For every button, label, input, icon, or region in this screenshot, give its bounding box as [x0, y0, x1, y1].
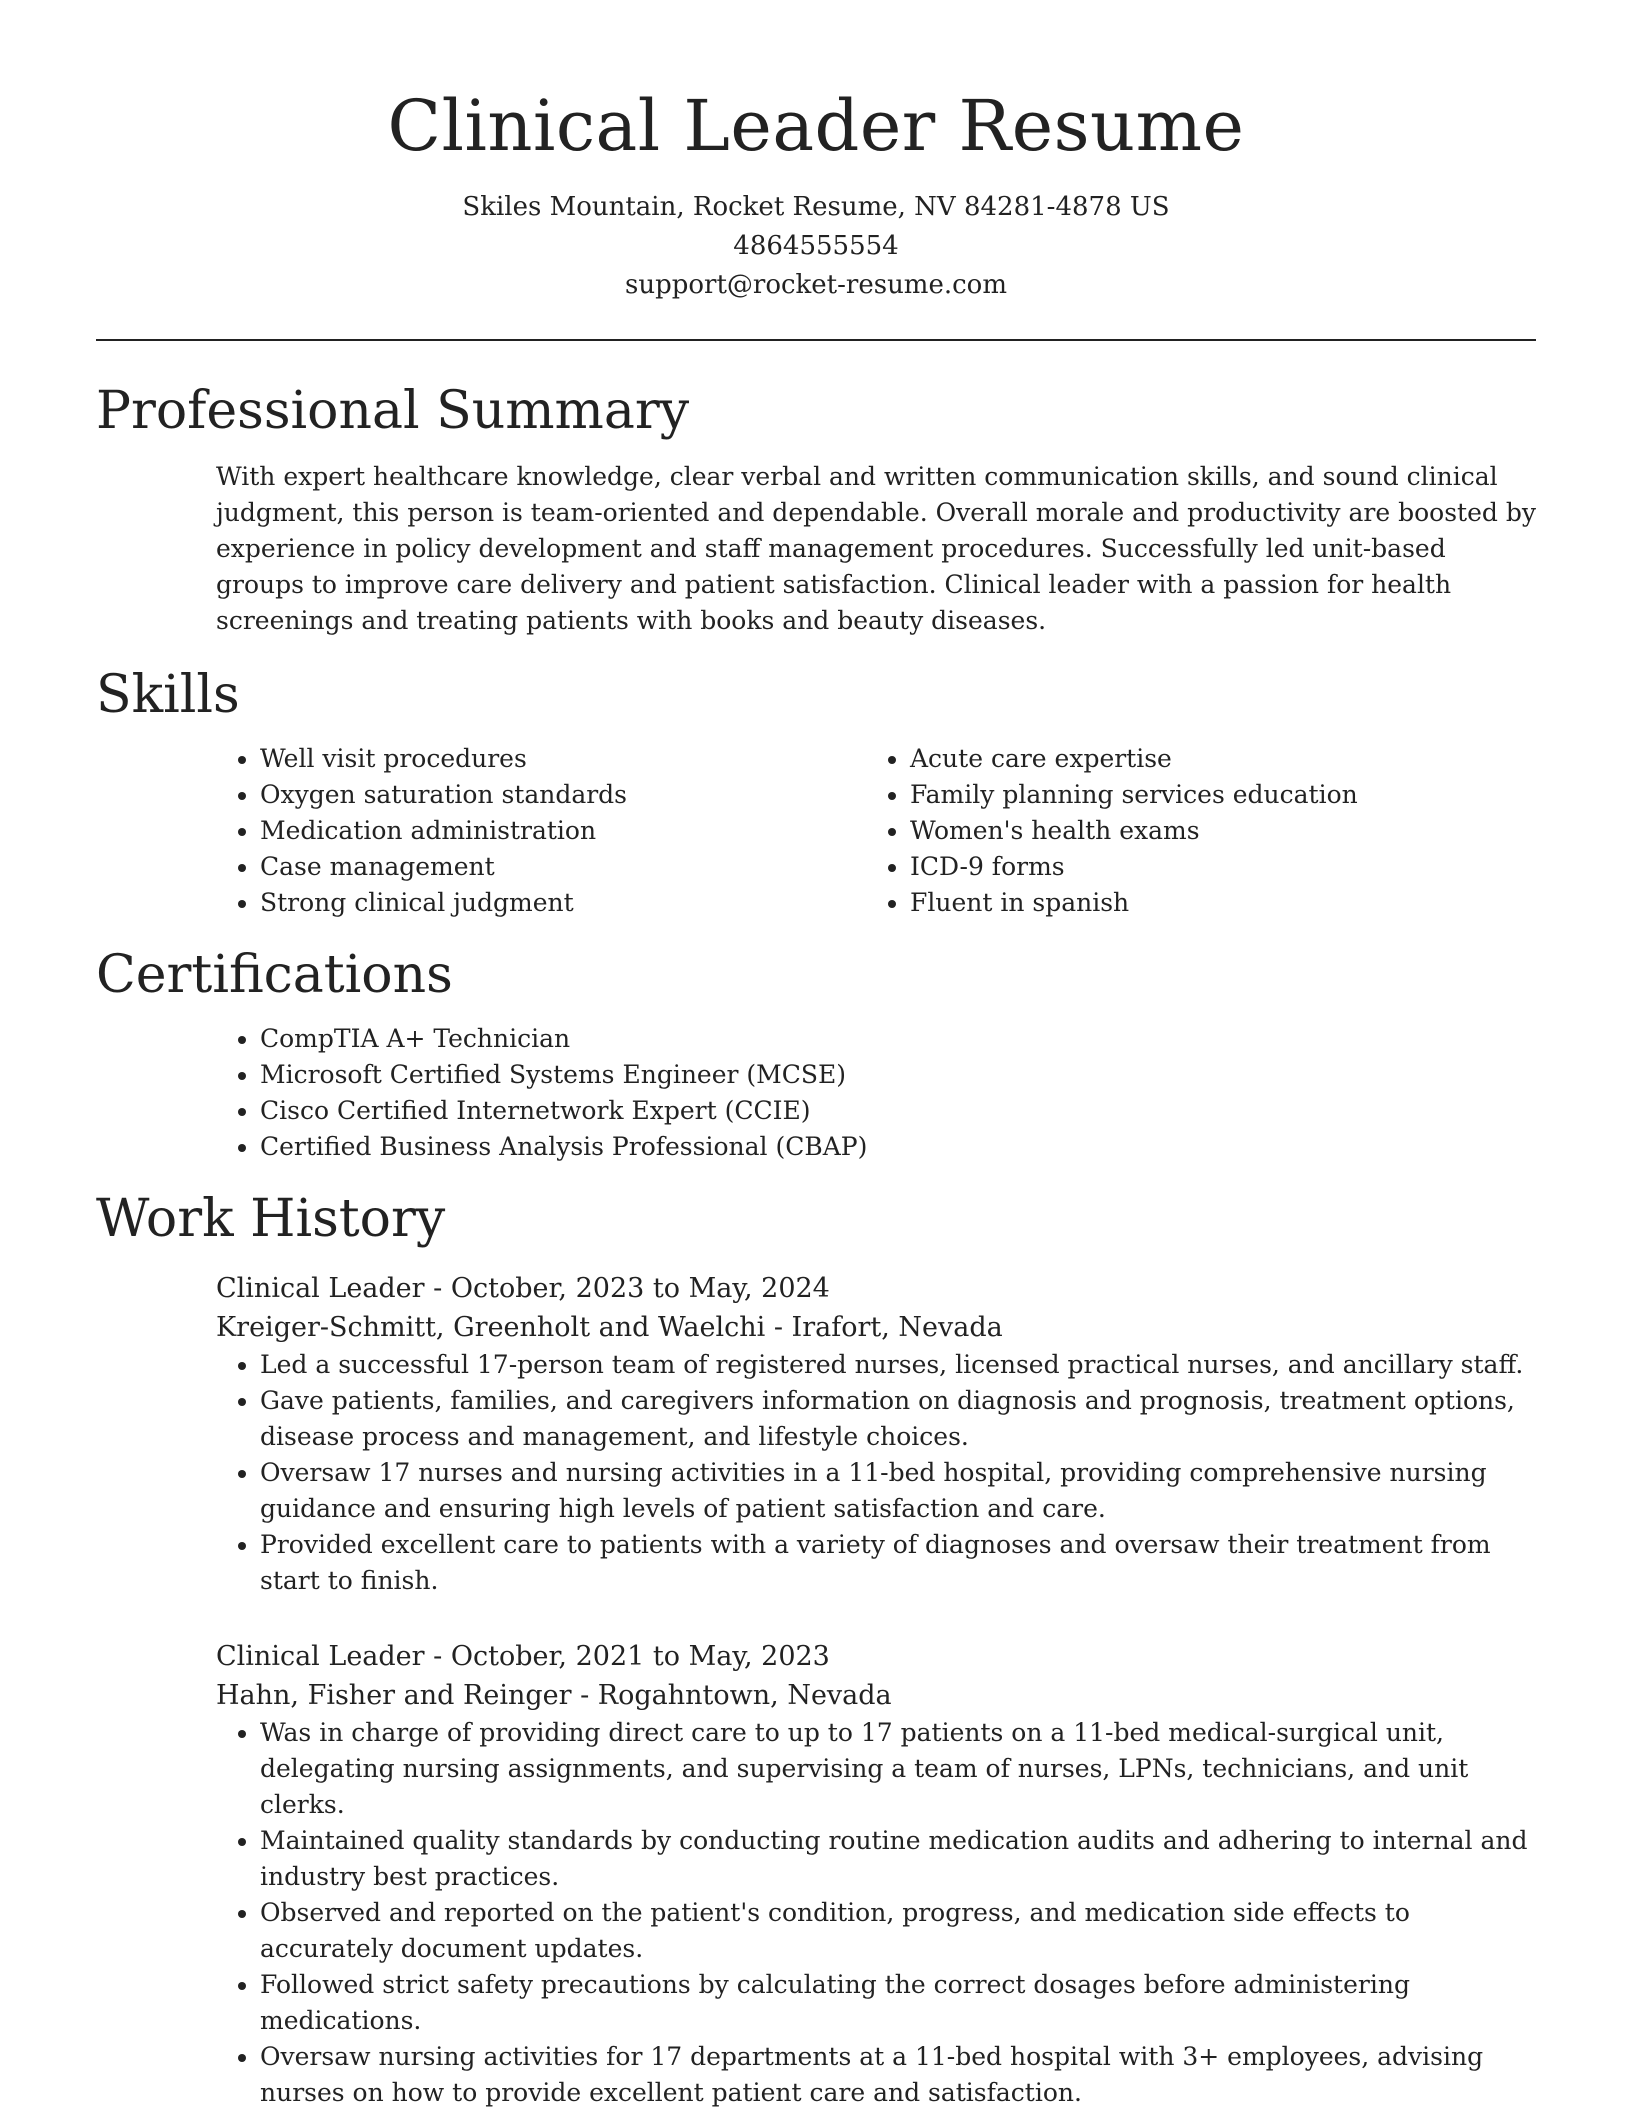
resume-title: Clinical Leader Resume	[387, 85, 1245, 167]
job-bullet-list	[216, 1347, 1536, 1599]
job-role-line: Clinical Leader - October, 2023 to May, 2024	[216, 1273, 830, 1304]
certification-item: • CompTIA A+ Technician	[260, 1021, 1536, 1057]
skills-heading: Skills	[96, 665, 240, 725]
skills-grid	[216, 741, 1536, 921]
skill-item: • Fluent in spanish	[910, 885, 1516, 921]
certifications-list	[216, 1021, 1536, 1165]
skill-item: • Medication administration	[260, 813, 866, 849]
skills-column-right	[866, 741, 1516, 921]
certification-item: • Microsoft Certified Systems Engineer (MCSE)	[260, 1057, 1536, 1093]
contact-block	[96, 188, 1536, 305]
job-bullet: • Gave patients, families, and caregivers information on diagnosis and prognosis, treatment options, disease process and management, and lifestyle choices.	[260, 1383, 1536, 1455]
skill-item: • Family planning services education	[910, 777, 1516, 813]
job-bullet: • Followed strict safety precautions by calculating the correct dosages before administering medications.	[260, 1967, 1536, 2039]
certifications-block	[216, 1021, 1536, 1165]
summary-heading: Professional Summary	[96, 381, 690, 441]
skill-item: • Acute care expertise	[910, 741, 1516, 777]
skill-item: • Oxygen saturation standards	[260, 777, 866, 813]
skills-column-left	[216, 741, 866, 921]
contact-phone: 4864555554	[733, 231, 899, 261]
summary-text: With expert healthcare knowledge, clear verbal and written communication skills, and sound clinical judgment, this person is team-oriented and dependable. Overall morale and productivity are boosted by experience in policy development and staff management procedures. Successfully led unit-based groups to improve care delivery and patient satisfaction. Clinical leader with a passion for health screenings and treating patients with books and beauty diseases.	[216, 462, 1536, 635]
resume-header	[96, 0, 1536, 305]
job-bullet: • Led a successful 17-person team of registered nurses, licensed practical nurses, and ancillary staff.	[260, 1347, 1536, 1383]
job-company-line: Kreiger-Schmitt, Greenholt and Waelchi - Irafort, Nevada	[216, 1312, 1003, 1343]
job-bullet: • Oversaw nursing activities for 17 departments at a 11-bed hospital with 3+ employees, advising nurses on how to provide excellent patient care and satisfaction.	[260, 2039, 1536, 2111]
job-entry	[216, 1637, 1536, 2111]
job-bullet-list	[216, 1715, 1536, 2111]
certification-item: • Certified Business Analysis Professional (CBAP)	[260, 1129, 1536, 1165]
job-bullet: • Provided excellent care to patients with a variety of diagnoses and oversaw their treatment from start to finish.	[260, 1527, 1536, 1599]
certification-item: • Cisco Certified Internetwork Expert (CCIE)	[260, 1093, 1536, 1129]
skills-list-left	[216, 741, 866, 921]
work-history-heading: Work History	[96, 1189, 446, 1249]
job-bullet: • Observed and reported on the patient's condition, progress, and medication side effects to accurately document updates.	[260, 1895, 1536, 1967]
job-bullet: • Maintained quality standards by conducting routine medication audits and adhering to internal and industry best practices.	[260, 1823, 1536, 1895]
job-bullet: • Was in charge of providing direct care to up to 17 patients on a 11-bed medical-surgical unit, delegating nursing assignments, and supervising a team of nurses, LPNs, technicians, and unit clerks.	[260, 1715, 1536, 1823]
job-company-line: Hahn, Fisher and Reinger - Rogahntown, Nevada	[216, 1680, 892, 1711]
header-divider	[96, 339, 1536, 341]
job-bullet: • Oversaw 17 nurses and nursing activities in a 11-bed hospital, providing comprehensive nursing guidance and ensuring high levels of patient satisfaction and care.	[260, 1455, 1536, 1527]
skill-item: • Strong clinical judgment	[260, 885, 866, 921]
job-entry	[216, 1269, 1536, 1599]
contact-email: support@rocket-resume.com	[624, 270, 1007, 300]
skills-list-right	[866, 741, 1516, 921]
skill-item: • Well visit procedures	[260, 741, 866, 777]
skill-item: • ICD-9 forms	[910, 849, 1516, 885]
skill-item: • Women's health exams	[910, 813, 1516, 849]
skill-item: • Case management	[260, 849, 866, 885]
certifications-heading: Certifications	[96, 945, 453, 1005]
contact-address: Skiles Mountain, Rocket Resume, NV 84281-4878 US	[462, 192, 1170, 222]
job-role-line: Clinical Leader - October, 2021 to May, 2023	[216, 1641, 830, 1672]
